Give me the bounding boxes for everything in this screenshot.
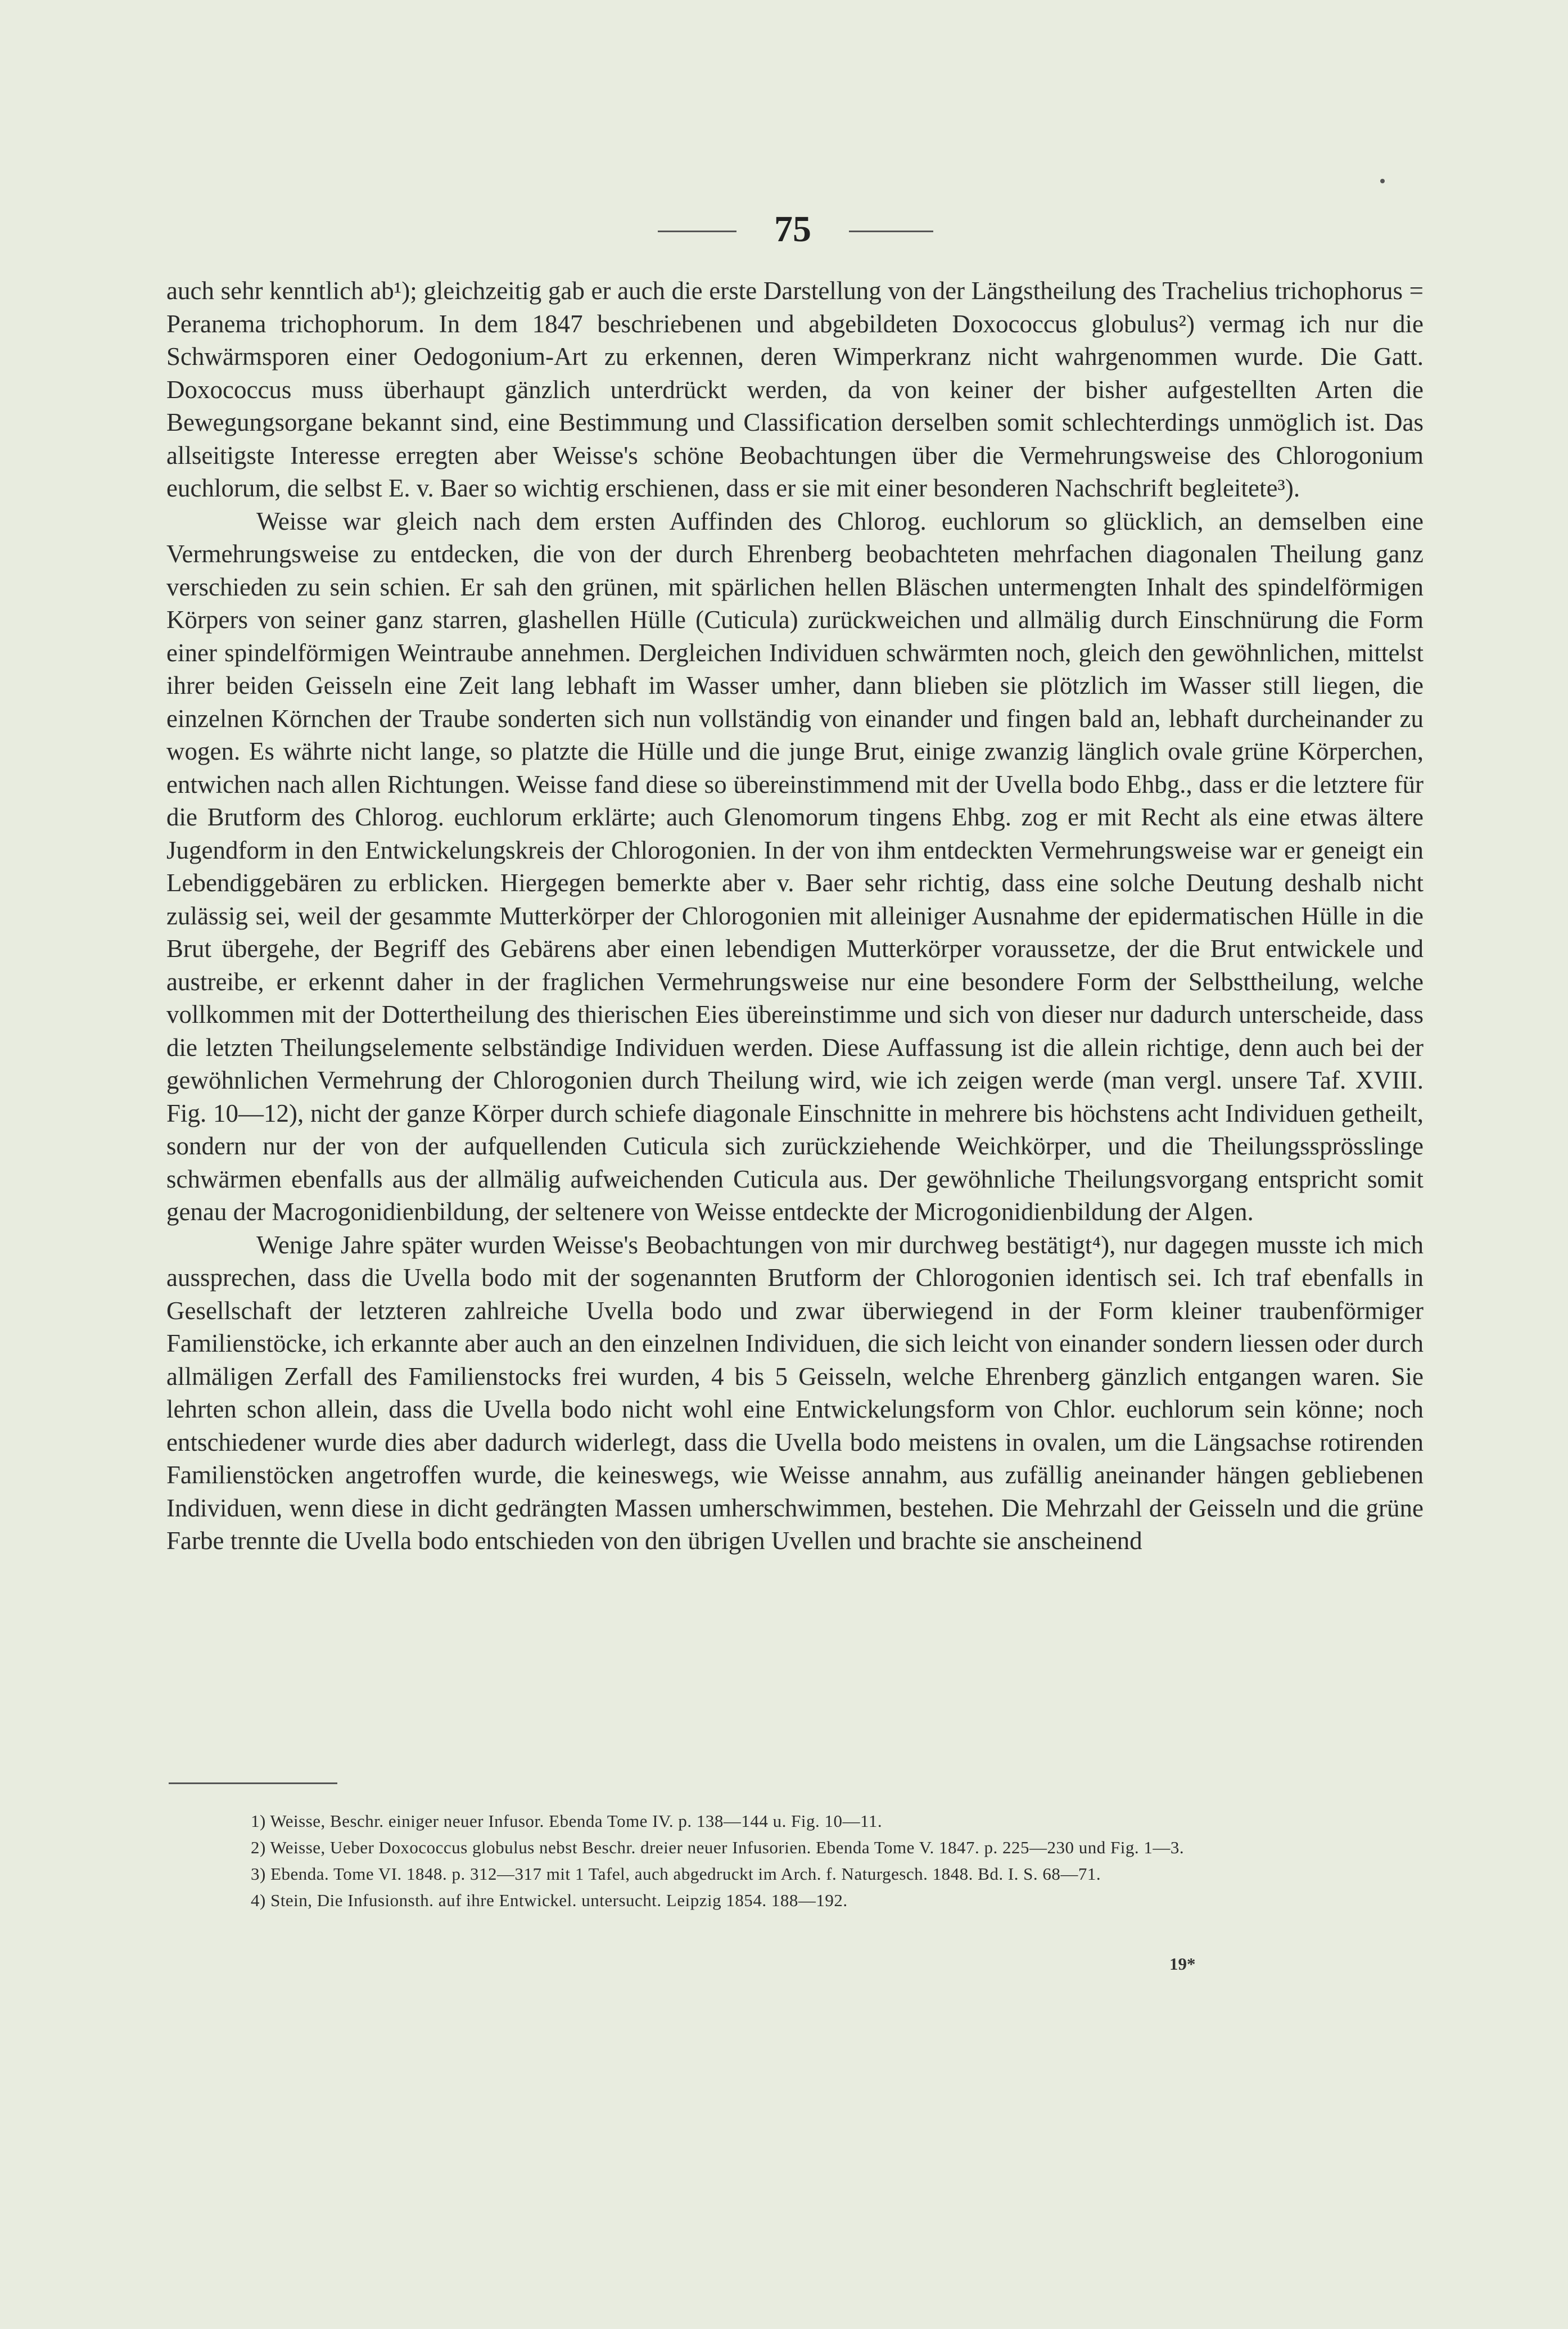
paragraph-1: auch sehr kenntlich ab¹); gleichzeitig gab er auch die erste Darstellung von der Längstheilung des Trachelius trichophorus = Peranema trichophorum. In dem 1847 beschriebenen und abgebildeten Doxococcus globulus²) vermag ich nur die Schwärmsporen einer Oedogonium-Art zu erkennen, deren Wimperkranz nicht wahrgenommen wurde. Die Gatt. Doxococcus muss überhaupt gänzlich unterdrückt werden, da von keiner der bisher aufgestellten Arten die Bewegungsorgane bekannt sind, eine Bestimmung und Classification derselben somit schlechterdings unmöglich ist. Das allseitigste Interesse erregten aber Weisse's schöne Beobachtungen über die Vermehrungsweise des Chlorogonium euchlorum, die selbst E. v. Baer so wichtig erschienen, dass er sie mit einer besonderen Nachschrift begleitete³). (166, 277, 1424, 502)
signature-mark: 19* (1169, 1954, 1196, 1974)
footnote-2: 2) Weisse, Ueber Doxococcus globulus nebst Beschr. dreier neuer Infusorien. Ebenda Tome V. 1847. p. 225—230 und Fig. 1—3. (251, 1838, 1185, 1857)
header-rule-right (849, 231, 933, 232)
paragraph-2: Weisse war gleich nach dem ersten Auffinden des Chlorog. euchlorum so glücklich, an demselben eine Vermehrungsweise zu entdecken, die von der durch Ehrenberg beobachteten mehrfachen diagonalen Theilung ganz verschieden zu sein schien. Er sah den grünen, mit spärlichen hellen Bläschen untermengten Inhalt des spindelförmigen Körpers von seiner ganz starren, glashellen Hülle (Cuticula) zurückweichen und allmälig durch Einschnürung die Form einer spindelförmigen Weintraube annehmen. Dergleichen Individuen schwärmten noch, gleich den gewöhnlichen, mittelst ihrer beiden Geisseln eine Zeit lang lebhaft im Wasser umher, dann blieben sie plötzlich im Wasser still liegen, die einzelnen Körnchen der Traube sonderten sich nun vollständig von einander und fingen bald an, lebhaft durcheinander zu wogen. Es währte nicht lange, so platzte die Hülle und die junge Brut, einige zwanzig länglich ovale grüne Körperchen, entwichen nach allen Richtungen. Weisse fand diese so übereinstimmend mit der Uvella bodo Ehbg., dass er die letztere für die Brutform des Chlorog. euchlorum erklärte; auch Glenomorum tingens Ehbg. zog er mit Recht als eine etwas ältere Jugendform in den Entwickelungskreis der Chlorogonien. In der von ihm entdeckten Vermehrungsweise war er geneigt ein Lebendiggebären zu erblicken. Hiergegen bemerkte aber v. Baer sehr richtig, dass eine solche Deutung deshalb nicht zulässig sei, weil der gesammte Mutterkörper der Chlorogonien mit alleiniger Ausnahme der epidermatischen Hülle in die Brut übergehe, der Begriff des Gebärens aber einen lebendigen Mutterkörper voraussetze, der die Brut entwickele und austreibe, er erkennt daher in der fraglichen Vermehrungsweise nur eine besondere Form der Selbsttheilung, welche vollkommen mit der Dottertheilung des thierischen Eies übereinstimme und sich von dieser nur dadurch unterscheide, dass die letzten Theilungselemente selbständige Individuen werden. Diese Auffassung ist die allein richtige, denn auch bei der gewöhnlichen Vermehrung der Chlorogonien durch Theilung wird, wie ich zeigen werde (man vergl. unsere Taf. XVIII. Fig. 10—12), nicht der ganze Körper durch schiefe diagonale Einschnitte in mehrere bis höchstens acht Individuen getheilt, sondern nur der von der aufquellenden Cuticula sich zurückziehende Weichkörper, und die Theilungssprösslinge schwärmen ebenfalls aus der allmälig aufweichenden Cuticula aus. Der gewöhnliche Theilungsvorgang entspricht somit genau der Macrogonidienbildung, der seltenere von Weisse entdeckte der Microgonidienbildung der Algen. (166, 507, 1424, 1226)
header-rule-left (658, 231, 736, 232)
page-header (0, 207, 1568, 252)
footnote-4: 4) Stein, Die Infusionsth. auf ihre Entwickel. untersucht. Leipzig 1854. 188—192. (251, 1890, 848, 1910)
body-text (166, 274, 1424, 1558)
footnote-separator (169, 1782, 337, 1784)
footnotes (166, 1808, 1424, 1913)
paragraph-3: Wenige Jahre später wurden Weisse's Beobachtungen von mir durchweg bestätigt⁴), nur dagegen musste ich mich aussprechen, dass die Uvella bodo mit der sogenannten Brutform der Chlorogonien identisch sei. Ich traf ebenfalls in Gesellschaft der letzteren zahlreiche Uvella bodo und zwar überwiegend in der Form kleiner traubenförmiger Familienstöcke, ich erkannte aber auch an den einzelnen Individuen, die sich leicht von einander sondern liessen oder durch allmäligen Zerfall des Familienstocks frei wurden, 4 bis 5 Geisseln, welche Ehrenberg gänzlich entgangen waren. Sie lehrten schon allein, dass die Uvella bodo nicht wohl eine Entwickelungsform von Chlor. euchlorum sein könne; noch entschiedener wurde dies aber dadurch widerlegt, dass die Uvella bodo meistens in ovalen, um die Längsachse rotirenden Familienstöcken angetroffen wurde, die keineswegs, wie Weisse annahm, aus zufällig aneinander hängen gebliebenen Individuen, wenn diese in dicht gedrängten Massen umherschwimmen, bestehen. Die Mehrzahl der Geisseln und die grüne Farbe trennte die Uvella bodo entschieden von den übrigen Uvellen und brachte sie anscheinend (166, 1230, 1424, 1555)
paper-speck (1380, 179, 1385, 183)
footnote-3: 3) Ebenda. Tome VI. 1848. p. 312—317 mit 1 Tafel, auch abgedruckt im Arch. f. Naturgesch. 1848. Bd. I. S. 68—71. (251, 1864, 1101, 1884)
page-number: 75 (774, 209, 811, 250)
footnote-1: 1) Weisse, Beschr. einiger neuer Infusor. Ebenda Tome IV. p. 138—144 u. Fig. 10—11. (251, 1811, 883, 1831)
